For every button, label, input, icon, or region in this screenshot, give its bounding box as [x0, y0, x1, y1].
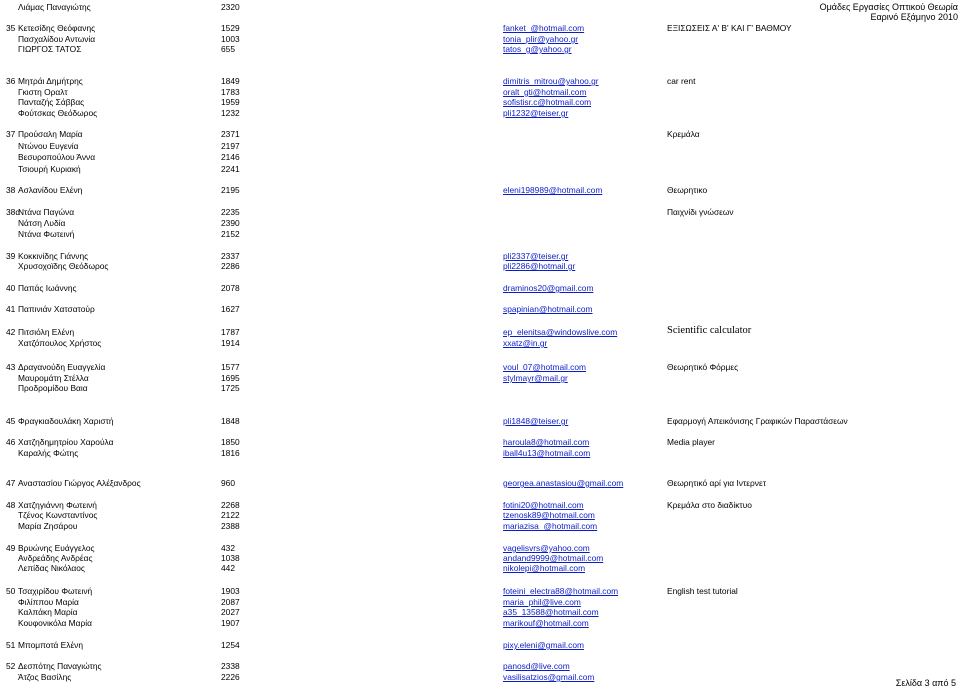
group-topic: car rent: [667, 76, 696, 86]
member-name: Φούτσκας Θεόδωρος: [18, 108, 98, 118]
member-code: 2195: [221, 185, 240, 195]
member-code: 1787: [221, 327, 240, 337]
member-name: Τζένος Κωνσταντίνος: [18, 510, 98, 520]
member-name: Παπινιάν Χατσατούρ: [18, 304, 95, 314]
group-topic: Παιχνίδι γνώσεων: [667, 207, 734, 217]
member-name: Γκιστη Οραλτ: [18, 87, 68, 97]
member-code: 432: [221, 543, 235, 553]
member-code: 2337: [221, 251, 240, 261]
header-semester: Εαρινό Εξάμηνο 2010: [870, 12, 958, 22]
member-code: 442: [221, 563, 235, 573]
row-number: 50: [6, 586, 16, 596]
member-name: Μπομποτά Ελένη: [18, 640, 84, 650]
member-email[interactable]: vasilisatzios@gmail.com: [503, 672, 595, 682]
member-code: 1849: [221, 76, 240, 86]
member-email[interactable]: spapinian@hotmail.com: [503, 304, 593, 314]
member-email[interactable]: georgea.anastasiou@gmail.com: [503, 478, 624, 488]
member-name: Πασχαλίδου Αντωνία: [18, 34, 96, 44]
group-topic: Κρεμάλα στο διαδίκτυο: [667, 500, 752, 510]
member-email[interactable]: pli1848@teiser.gr: [503, 416, 569, 426]
member-email[interactable]: tonia_plir@yahoo.gr: [503, 34, 579, 44]
member-email[interactable]: dimitris_mitrou@yahoo.gr: [503, 76, 599, 86]
member-code: 1848: [221, 416, 240, 426]
member-name: Πανταζής Σάββας: [18, 97, 85, 107]
member-email[interactable]: iball4u13@hotmail.com: [503, 448, 591, 458]
member-email[interactable]: mariazisa_@hotmail.com: [503, 521, 598, 531]
member-name: Προδρομίδου Βαια: [18, 383, 88, 393]
member-code: 1816: [221, 448, 240, 458]
member-name: Καραλής Φώτης: [18, 448, 79, 458]
member-name: Μητράι Δημήτρης: [18, 76, 83, 86]
member-email[interactable]: fanket_@hotmail.com: [503, 23, 585, 33]
member-name: Κουφονικόλα Μαρία: [18, 618, 92, 628]
header-title: Ομάδες Εργασίες Οπτικού Θεωρία: [819, 2, 958, 12]
member-code: 2241: [221, 164, 240, 174]
row-number: 52: [6, 661, 16, 671]
row-number: 38: [6, 185, 16, 195]
row-number: 43: [6, 362, 16, 372]
group-topic: Θεωρητικό αρί για Ιντερνετ: [667, 478, 767, 488]
member-name: Πιτσιόλη Ελένη: [18, 327, 75, 337]
member-email[interactable]: stylmayr@mail.gr: [503, 373, 568, 383]
member-name: Δεσπότης Παναγιώτης: [18, 661, 102, 671]
group-topic: Θεωρητικό Φόρμες: [667, 362, 739, 372]
row-number: 49: [6, 543, 16, 553]
member-email[interactable]: draminos20@gmail.com: [503, 283, 594, 293]
member-email[interactable]: haroula8@hotmail.com: [503, 437, 590, 447]
group-topic: English test tutorial: [667, 586, 738, 596]
row-number: 36: [6, 76, 16, 86]
member-email[interactable]: maria_phil@live.com: [503, 597, 581, 607]
member-code: 2078: [221, 283, 240, 293]
member-email[interactable]: pli2286@hotmail.gr: [503, 261, 576, 271]
member-name: Βεσυροπούλου Άννα: [18, 152, 96, 162]
row-number: 38α: [6, 207, 21, 217]
member-email[interactable]: oralt_gti@hotmail.com: [503, 87, 587, 97]
row-number: 46: [6, 437, 16, 447]
member-email[interactable]: ep_elenitsa@windowslive.com: [503, 327, 618, 337]
member-name: Μαυρομάτη Στέλλα: [18, 373, 89, 383]
member-code: 2152: [221, 229, 240, 239]
member-name: Ντάνα Φωτεινή: [18, 229, 75, 239]
row-number: 39: [6, 251, 16, 261]
member-name: Φραγκιαδουλάκη Χαριστή: [18, 416, 114, 426]
member-code: 2388: [221, 521, 240, 531]
member-email[interactable]: tatos_g@yahoo.gr: [503, 44, 572, 54]
member-code: 1907: [221, 618, 240, 628]
member-name: Νάτση Λυδία: [18, 218, 66, 228]
member-name: Ντώνου Ευγενία: [18, 141, 79, 151]
member-name: Ανδρεάδης Ανδρέας: [18, 553, 93, 563]
member-code: 1959: [221, 97, 240, 107]
member-code: 1254: [221, 640, 240, 650]
member-name: Παπάς Ιωάννης: [18, 283, 77, 293]
group-topic: Κρεμάλα: [667, 129, 700, 139]
member-code: 1627: [221, 304, 240, 314]
row-number: 48: [6, 500, 16, 510]
member-code: 1529: [221, 23, 240, 33]
header-code: 2320: [221, 2, 240, 12]
member-code: 1783: [221, 87, 240, 97]
member-name: Λεπίδας Νικόλαος: [18, 563, 85, 573]
page-number: Σελίδα 3 από 5: [895, 678, 956, 688]
member-code: 1232: [221, 108, 240, 118]
member-name: Χρυσοχοϊδης Θεόδωρος: [18, 261, 109, 271]
member-code: 1038: [221, 553, 240, 563]
member-email[interactable]: a35_13588@hotmail.com: [503, 607, 599, 617]
member-name: Κετεσίδης Θεόφανης: [18, 23, 96, 33]
member-email[interactable]: pli1232@teiser.gr: [503, 108, 569, 118]
member-code: 1003: [221, 34, 240, 44]
group-topic: Media player: [667, 437, 715, 447]
row-number: 45: [6, 416, 16, 426]
member-code: 2226: [221, 672, 240, 682]
member-name: Ασλανίδου Ελένη: [18, 185, 83, 195]
row-number: 35: [6, 23, 16, 33]
member-name: Χατζηδημητρίου Χαρούλα: [18, 437, 114, 447]
member-email[interactable]: nikolepi@hotmail.com: [503, 563, 586, 573]
row-number: 51: [6, 640, 16, 650]
member-code: 1695: [221, 373, 240, 383]
header-name: Λιάμας Παναγιώτης: [18, 2, 91, 12]
member-name: Αναστασίου Γιώργος Αλέξανδρος: [18, 478, 141, 488]
member-email[interactable]: pixy.eleni@gmail.com: [503, 640, 584, 650]
member-email[interactable]: pli2337@teiser.gr: [503, 251, 569, 261]
member-email[interactable]: marikouf@hotmail.com: [503, 618, 589, 628]
member-code: 1725: [221, 383, 240, 393]
member-code: 1914: [221, 338, 240, 348]
row-number: 42: [6, 327, 16, 337]
member-code: 2235: [221, 207, 240, 217]
member-code: 2390: [221, 218, 240, 228]
member-code: 2027: [221, 607, 240, 617]
member-email[interactable]: voul_07@hotmail.com: [503, 362, 586, 372]
member-name: Τσιουρή Κυριακή: [18, 164, 81, 174]
group-topic: Εφαρμογή Απεικόνισης Γραφικών Παραστάσεων: [667, 416, 848, 426]
member-code: 2268: [221, 500, 240, 510]
member-code: 2286: [221, 261, 240, 271]
member-email[interactable]: vagelisvrs@yahoo.com: [503, 543, 590, 553]
row-number: 40: [6, 283, 16, 293]
member-email[interactable]: sofistisr.c@hotmail.com: [503, 97, 592, 107]
member-code: 1903: [221, 586, 240, 596]
member-email[interactable]: tzenosk89@hotmail.com: [503, 510, 595, 520]
member-code: 2197: [221, 141, 240, 151]
member-email[interactable]: panosd@live.com: [503, 661, 570, 671]
member-name: Μαρία Ζησάρου: [18, 521, 78, 531]
row-number: 47: [6, 478, 16, 488]
group-topic: Scientific calculator: [667, 325, 752, 336]
member-code: 960: [221, 478, 235, 488]
member-code: 2146: [221, 152, 240, 162]
member-code: 1850: [221, 437, 240, 447]
member-email[interactable]: eleni198989@hotmail.com: [503, 185, 603, 195]
member-email[interactable]: andand9999@hotmail.com: [503, 553, 604, 563]
member-name: ΓΙΩΡΓΟΣ ΤΑΤΟΣ: [18, 44, 82, 54]
member-code: 655: [221, 44, 235, 54]
member-name: Ντάνα Παγώνα: [18, 207, 75, 217]
row-number: 41: [6, 304, 16, 314]
member-code: 2122: [221, 510, 240, 520]
member-name: Τσαχιρίδου Φωτεινή: [18, 586, 93, 596]
member-email[interactable]: fotini20@hotmail.com: [503, 500, 584, 510]
member-code: 1577: [221, 362, 240, 372]
member-name: Δραγανούδη Ευαγγελία: [18, 362, 106, 372]
member-name: Προύσαλη Μαρία: [18, 129, 83, 139]
member-name: Φιλίππου Μαρία: [18, 597, 79, 607]
member-code: 2338: [221, 661, 240, 671]
member-name: Άτζος Βασίλης: [18, 672, 72, 682]
row-number: 37: [6, 129, 16, 139]
member-email[interactable]: xxatz@in.gr: [503, 338, 548, 348]
member-name: Βρυώνης Ευάγγελος: [18, 543, 95, 553]
member-code: 2371: [221, 129, 240, 139]
member-name: Κοκκινίδης Γιάννης: [18, 251, 89, 261]
group-topic: ΕΞΙΣΩΣΕΙΣ Α' Β' ΚΑΙ Γ' ΒΑΘΜΟΥ: [667, 23, 792, 33]
member-code: 2087: [221, 597, 240, 607]
member-email[interactable]: foteini_electra88@hotmail.com: [503, 586, 619, 596]
member-name: Χατζόπουλος Χρήστος: [18, 338, 102, 348]
member-name: Καλπάκη Μαρία: [18, 607, 78, 617]
member-name: Χατζηγιάννη Φωτεινή: [18, 500, 97, 510]
group-topic: Θεωρητικο: [667, 185, 708, 195]
